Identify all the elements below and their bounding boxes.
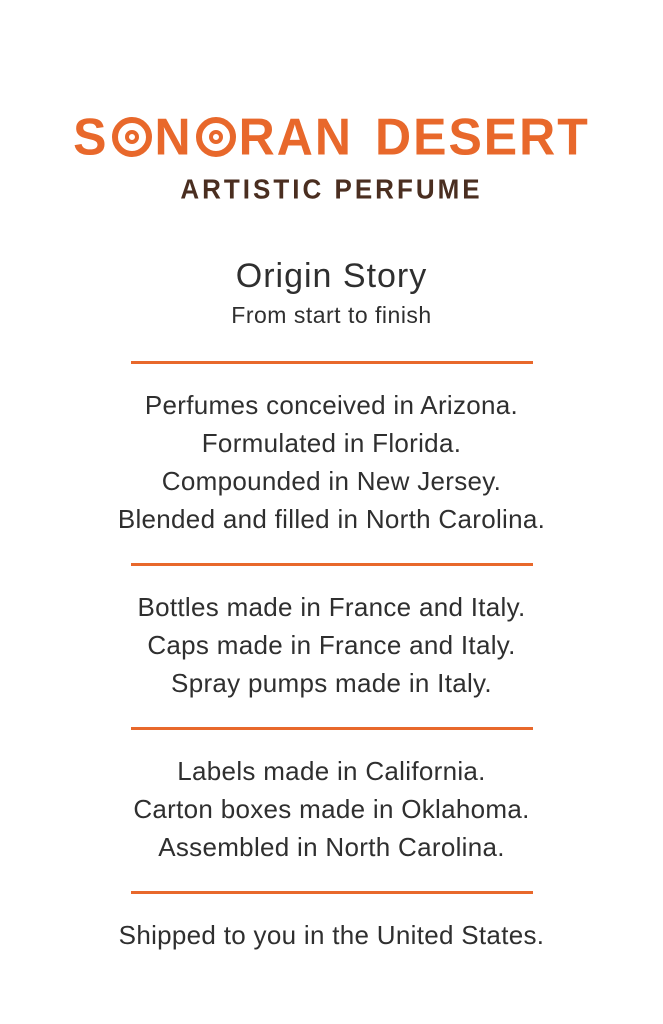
section-divider	[131, 891, 533, 894]
brand-header	[0, 107, 663, 205]
origin-line: Labels made in California.	[177, 756, 486, 786]
origin-line: Compounded in New Jersey.	[161, 466, 502, 496]
brand-logo	[0, 107, 663, 167]
section-conception	[0, 386, 663, 538]
section-divider	[131, 361, 533, 364]
logo-bullseye-o-icon	[196, 117, 236, 157]
origin-line: Formulated in Florida.	[201, 428, 462, 458]
origin-line: Carton boxes made in Oklahoma.	[133, 794, 530, 824]
logo-letter: D	[374, 107, 414, 167]
origin-line: Caps made in France and Italy.	[147, 630, 516, 660]
logo-letter: T	[557, 107, 590, 167]
logo-letter: R	[519, 107, 558, 167]
origin-line: Shipped to you in the United States.	[118, 920, 545, 950]
logo-letter: S	[73, 107, 109, 167]
page-subtitle: From start to finish	[231, 302, 432, 328]
logo-bullseye-o-icon	[112, 117, 152, 157]
page-title: Origin Story	[235, 257, 428, 295]
section-divider	[131, 727, 533, 730]
logo-letter: N	[154, 107, 193, 167]
logo-letter: E	[413, 107, 449, 167]
section-components	[0, 588, 663, 702]
logo-letter: A	[276, 107, 315, 167]
origin-line: Spray pumps made in Italy.	[171, 668, 492, 698]
origin-line: Blended and filled in North Carolina.	[117, 504, 546, 534]
section-divider	[131, 563, 533, 566]
origin-line: Bottles made in France and Italy.	[137, 592, 526, 622]
logo-letter: E	[483, 107, 520, 167]
brand-tagline: ARTISTIC PERFUME	[180, 173, 483, 205]
logo-letter: S	[448, 107, 484, 167]
section-shipping	[0, 916, 663, 954]
origin-line: Perfumes conceived in Arizona.	[144, 390, 519, 420]
logo-bullseye-center-icon	[209, 130, 223, 144]
logo-letter: R	[238, 107, 277, 167]
origin-line: Assembled in North Carolina.	[158, 832, 505, 862]
logo-bullseye-center-icon	[125, 130, 139, 144]
logo-letter: N	[314, 107, 353, 167]
section-packaging	[0, 752, 663, 866]
